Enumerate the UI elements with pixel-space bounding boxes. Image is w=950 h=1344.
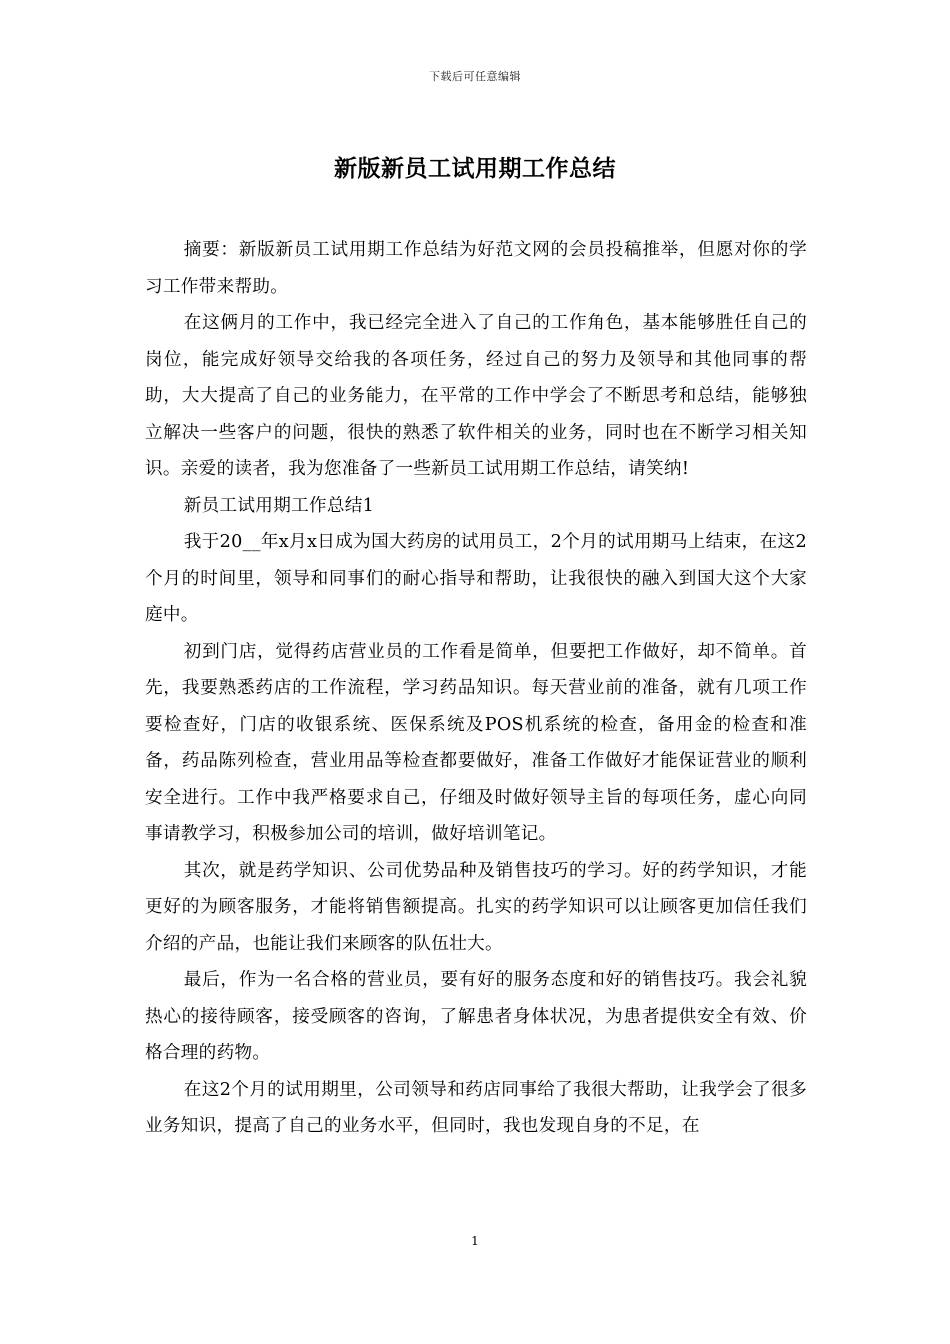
document-title: 新版新员工试用期工作总结 bbox=[334, 155, 616, 182]
body-paragraph: 最后，作为一名合格的营业员，要有好的服务态度和好的销售技巧。我会礼貌热心的接待顾客，接受顾客的咨询，了解患者身体状况，为患者提供安全有效、价格合理的药物。 bbox=[145, 970, 807, 1063]
body-paragraph: 我于20__年x月x日成为国大药房的试用员工，2个月的试用期马上结束，在这2个月的时间里，领导和同事们的耐心指导和帮助，让我很快的融入到国大这个大家庭中。 bbox=[145, 532, 807, 625]
body-paragraph: 在这2个月的试用期里，公司领导和药店同事给了我很大帮助，让我学会了很多业务知识，提高了自己的业务水平，但同时，我也发现自身的不足，在 bbox=[145, 1079, 807, 1136]
body-paragraph: 其次，就是药学知识、公司优势品种及销售技巧的学习。好的药学知识，才能更好的为顾客服务，才能将销售额提高。扎实的药学知识可以让顾客更加信任我们介绍的产品，也能让我们来顾客的队伍壮大。 bbox=[145, 860, 807, 954]
section-heading: 新员工试用期工作总结1 bbox=[183, 495, 375, 516]
header-note: 下载后可任意编辑 bbox=[429, 70, 521, 83]
abstract-paragraph: 摘要：新版新员工试用期工作总结为好范文网的会员投稿推举，但愿对你的学习工作带来帮助。 bbox=[145, 240, 807, 297]
page-number: 1 bbox=[471, 1234, 479, 1248]
intro-paragraph: 在这俩月的工作中，我已经完全进入了自己的工作角色，基本能够胜任自己的岗位，能完成好领导交给我的各项任务，经过自己的努力及领导和其他同事的帮助，大大提高了自己的业务能力，在平常的工作中学会了不断思考和总结，能够独立解决一些客户的问题，很快的熟悉了软件相关的业务，同时也在不断学习相关知识。亲爱的读者，我为您准备了一些新员工试用期工作总结，请笑纳! bbox=[145, 313, 807, 479]
body-paragraph: 初到门店，觉得药店营业员的工作看是简单，但要把工作做好，却不简单。首先，我要熟悉药店的工作流程，学习药品知识。每天营业前的准备，就有几项工作要检查好，门店的收银系统、医保系统及POS机系统的检查，备用金的检查和准备，药品陈列检查，营业用品等检查都要做好，准备工作做好才能保证营业的顺利安全进行。工作中我严格要求自己，仔细及时做好领导主旨的每项任务，虚心向同事请教学习，积极参加公司的培训，做好培训笔记。 bbox=[145, 641, 807, 844]
document-body bbox=[145, 232, 807, 1145]
